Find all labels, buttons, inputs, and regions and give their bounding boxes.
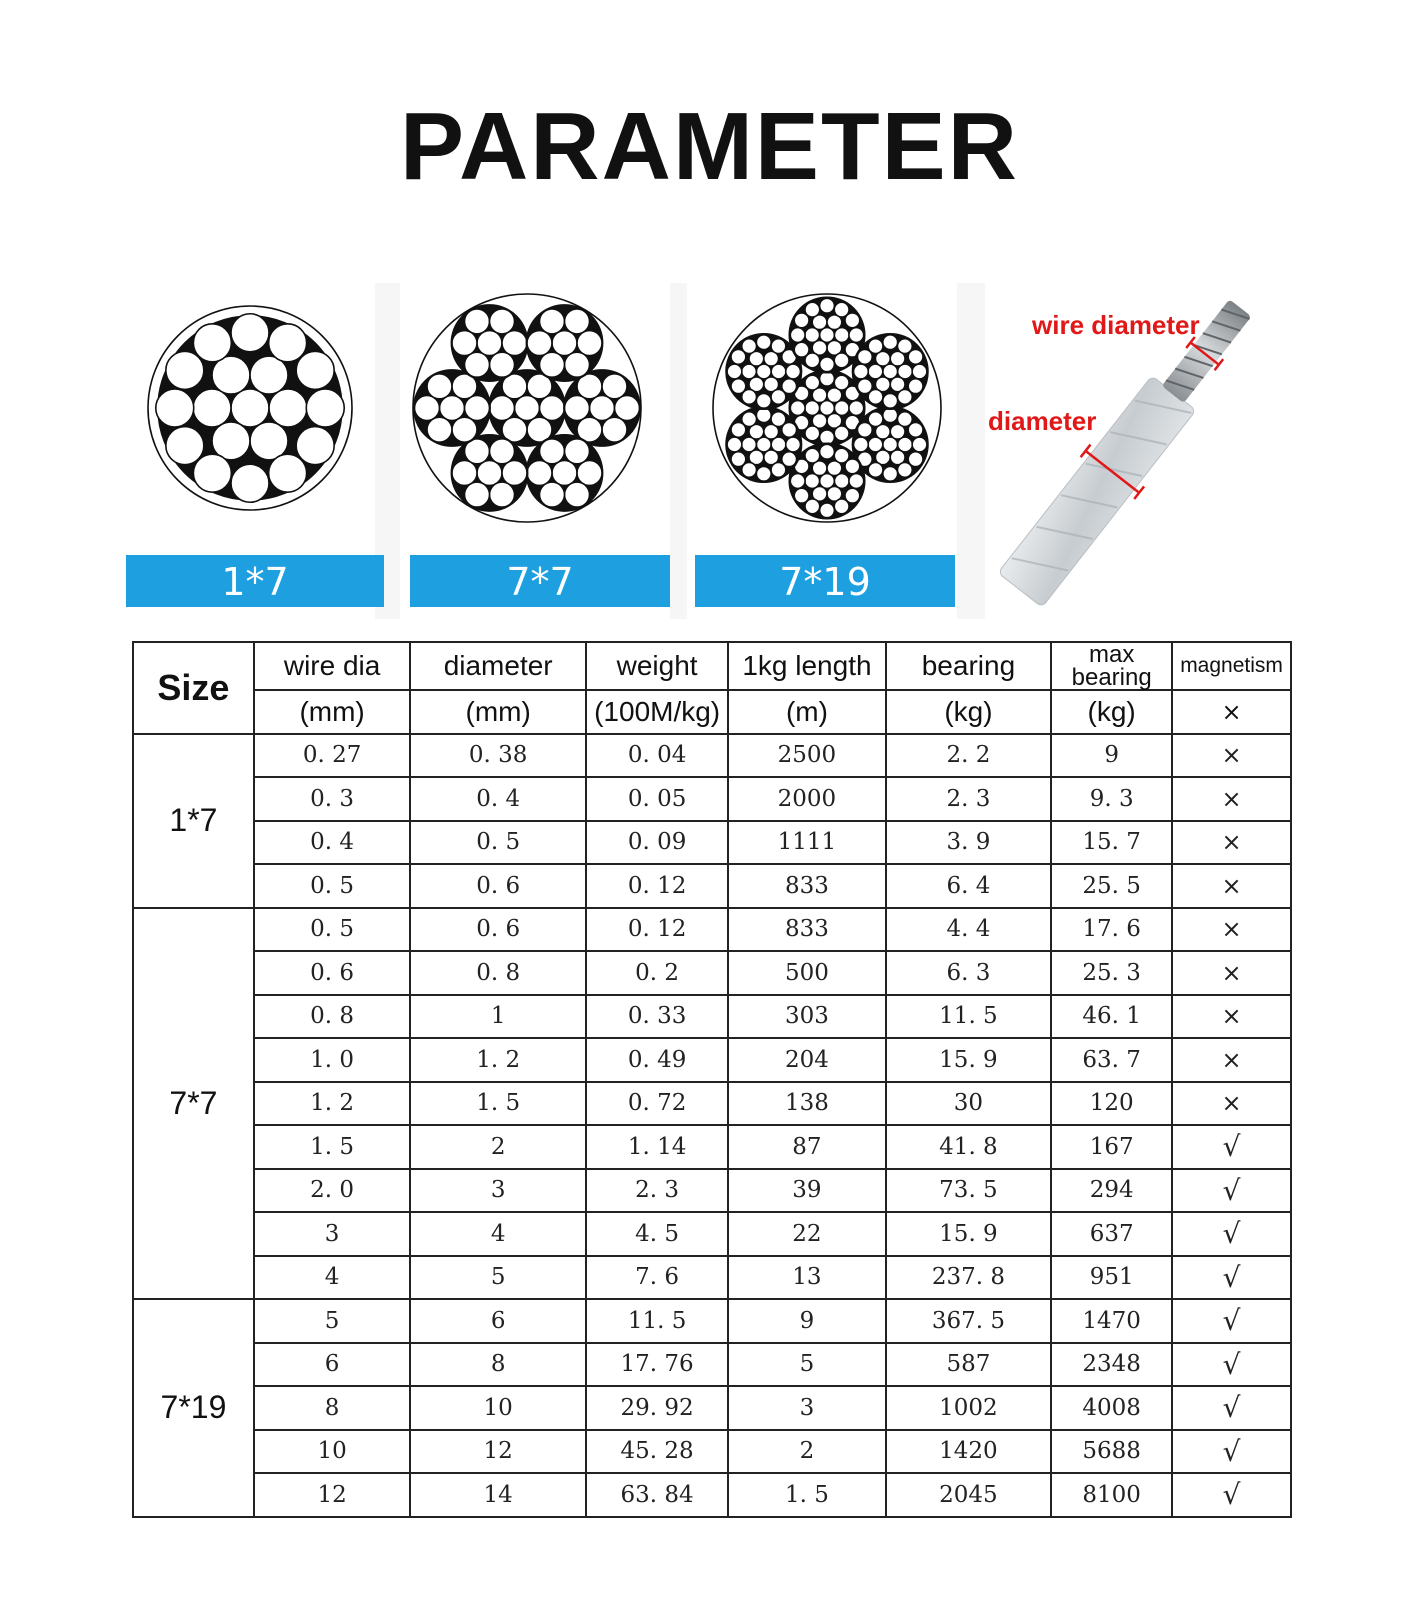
wire <box>908 422 923 437</box>
wire <box>193 389 231 427</box>
wire <box>269 324 307 362</box>
wire <box>868 412 883 427</box>
table-cell: 11. 5 <box>586 1299 728 1343</box>
wire <box>166 427 204 465</box>
table-cell: × <box>1172 1038 1291 1082</box>
column-header: weight <box>586 642 728 690</box>
table-cell: 1. 14 <box>586 1125 728 1169</box>
wire <box>415 396 440 421</box>
wire <box>465 352 490 377</box>
wire <box>845 459 860 474</box>
wire <box>540 482 565 507</box>
strand-7x19-icon <box>687 283 957 553</box>
table-cell: 10 <box>410 1386 586 1430</box>
table-cell: 9. 3 <box>1051 777 1172 821</box>
table-cell: 0. 4 <box>410 777 586 821</box>
column-header: wire dia <box>254 642 410 690</box>
wire <box>742 412 757 427</box>
table-cell: 17. 6 <box>1051 908 1172 952</box>
table-cell: 367. 5 <box>886 1299 1052 1343</box>
unit-row <box>133 690 1291 734</box>
wire <box>502 331 527 356</box>
table-cell: 25. 5 <box>1051 864 1172 908</box>
table-cell: 1. 5 <box>728 1473 885 1517</box>
strand-card-7x19 <box>687 283 957 619</box>
table-cell: 1111 <box>728 821 885 865</box>
table-cell: √ <box>1172 1343 1291 1387</box>
table-cell: 0. 49 <box>586 1038 728 1082</box>
wire <box>897 462 912 477</box>
wire <box>615 396 640 421</box>
table-cell: 951 <box>1051 1256 1172 1300</box>
table-cell: 39 <box>728 1169 885 1213</box>
table-cell: 0. 8 <box>410 951 586 995</box>
wire <box>786 437 801 452</box>
table-cell: √ <box>1172 1473 1291 1517</box>
table-cell: × <box>1172 821 1291 865</box>
table-cell: 3. 9 <box>886 821 1052 865</box>
table-cell: 2. 2 <box>886 734 1052 778</box>
table-cell: × <box>1172 951 1291 995</box>
wire <box>820 444 835 459</box>
wire <box>854 364 869 379</box>
table-cell: 6. 3 <box>886 951 1052 995</box>
table-cell: 0. 12 <box>586 864 728 908</box>
table-cell: 2. 0 <box>254 1169 410 1213</box>
table-cell: √ <box>1172 1386 1291 1430</box>
table-cell: 29. 92 <box>586 1386 728 1430</box>
table-cell: 12 <box>410 1430 586 1474</box>
wire <box>477 331 502 356</box>
table-cell: 15. 9 <box>886 1038 1052 1082</box>
wire <box>540 309 565 334</box>
table-cell: 0. 12 <box>586 908 728 952</box>
wire <box>731 452 746 467</box>
wire <box>193 454 231 492</box>
table-cell: √ <box>1172 1125 1291 1169</box>
table-cell: 63. 7 <box>1051 1038 1172 1082</box>
wire <box>269 454 307 492</box>
column-header: magnetism <box>1172 642 1291 690</box>
table-cell: 0. 8 <box>254 995 410 1039</box>
table-cell: 0. 6 <box>410 908 586 952</box>
table-cell: 0. 3 <box>254 777 410 821</box>
table-row <box>133 951 1291 995</box>
table-cell: 6 <box>254 1343 410 1387</box>
wire <box>231 389 269 427</box>
table-row <box>133 1299 1291 1343</box>
wire <box>490 482 515 507</box>
table-row <box>133 1212 1291 1256</box>
wire <box>427 417 452 442</box>
table-cell: 45. 28 <box>586 1430 728 1474</box>
strand-label: 7*19 <box>695 555 955 607</box>
wire <box>602 417 627 442</box>
table-cell: 1420 <box>886 1430 1052 1474</box>
coated-cable-icon <box>1000 300 1330 610</box>
table-cell: × <box>1172 995 1291 1039</box>
table-cell: 12 <box>254 1473 410 1517</box>
column-header: diameter <box>410 642 586 690</box>
wire <box>790 328 805 343</box>
table-cell: 1. 2 <box>254 1082 410 1126</box>
table-row <box>133 1386 1291 1430</box>
table-cell: 1. 2 <box>410 1038 586 1082</box>
wire <box>452 417 477 442</box>
table-cell: 1. 5 <box>254 1125 410 1169</box>
table-cell: 120 <box>1051 1082 1172 1126</box>
wire <box>156 389 194 427</box>
table-cell: 87 <box>728 1125 885 1169</box>
table-cell: 1. 0 <box>254 1038 410 1082</box>
table-row <box>133 1256 1291 1300</box>
wire <box>782 422 797 437</box>
wire <box>452 331 477 356</box>
size-group-label: 1*7 <box>133 734 254 908</box>
column-header: 1kg length <box>728 642 885 690</box>
wire <box>805 448 820 463</box>
table-cell: √ <box>1172 1430 1291 1474</box>
table-cell: 833 <box>728 864 885 908</box>
wire <box>540 439 565 464</box>
wire <box>193 324 231 362</box>
table-cell: 2 <box>728 1430 885 1474</box>
table-cell: 30 <box>886 1082 1052 1126</box>
wire <box>465 482 490 507</box>
table-cell: 0. 04 <box>586 734 728 778</box>
table-cell: 0. 72 <box>586 1082 728 1126</box>
table-cell: 46. 1 <box>1051 995 1172 1039</box>
table-cell: 0. 2 <box>586 951 728 995</box>
table-cell: 833 <box>728 908 885 952</box>
table-cell: 0. 27 <box>254 734 410 778</box>
table-cell: 1470 <box>1051 1299 1172 1343</box>
wire <box>845 313 860 328</box>
table-row <box>133 908 1291 952</box>
wire <box>756 335 771 350</box>
table-row <box>133 1125 1291 1169</box>
wire <box>756 393 771 408</box>
wire <box>805 302 820 317</box>
wire <box>527 331 552 356</box>
wire-diameter-label: wire diameter <box>1032 310 1200 340</box>
wire <box>231 314 269 352</box>
table-row <box>133 1082 1291 1126</box>
table-cell: 637 <box>1051 1212 1172 1256</box>
strand-1x7-icon <box>105 283 375 553</box>
table-cell: 63. 84 <box>586 1473 728 1517</box>
wire <box>540 352 565 377</box>
table-cell: 2. 3 <box>586 1169 728 1213</box>
table-cell: 500 <box>728 951 885 995</box>
column-unit: (100M/kg) <box>586 690 728 734</box>
wire <box>790 401 805 416</box>
header-row <box>133 642 1291 690</box>
table-cell: 303 <box>728 995 885 1039</box>
table-cell: 0. 5 <box>410 821 586 865</box>
table-cell: √ <box>1172 1169 1291 1213</box>
size-group-label: 7*7 <box>133 908 254 1300</box>
wire <box>452 460 477 485</box>
strand-card-7x7 <box>400 283 670 619</box>
wire <box>820 503 835 518</box>
table-cell: 204 <box>728 1038 885 1082</box>
table-cell: 237. 8 <box>886 1256 1052 1300</box>
wire <box>577 331 602 356</box>
table-row <box>133 734 1291 778</box>
wire <box>465 396 490 421</box>
wire <box>820 298 835 313</box>
table-cell: √ <box>1172 1212 1291 1256</box>
table-cell: 2045 <box>886 1473 1052 1517</box>
wire <box>552 460 577 485</box>
table-cell: 8 <box>254 1386 410 1430</box>
wire <box>912 437 927 452</box>
column-unit: × <box>1172 690 1291 734</box>
table-cell: 13 <box>728 1256 885 1300</box>
table-cell: 0. 05 <box>586 777 728 821</box>
wire <box>269 389 307 427</box>
table-cell: 9 <box>1051 734 1172 778</box>
wire <box>602 374 627 399</box>
table-cell: 0. 09 <box>586 821 728 865</box>
wire <box>742 339 757 354</box>
size-group-label: 7*19 <box>133 1299 254 1517</box>
table-cell: 0. 5 <box>254 864 410 908</box>
table-cell: 2500 <box>728 734 885 778</box>
table-cell: 4 <box>410 1212 586 1256</box>
table-cell: √ <box>1172 1256 1291 1300</box>
table-cell: 138 <box>728 1082 885 1126</box>
wire <box>440 396 465 421</box>
strand-diagrams <box>105 283 985 619</box>
table-cell: 2 <box>410 1125 586 1169</box>
table-row <box>133 777 1291 821</box>
table-cell: × <box>1172 734 1291 778</box>
wire <box>912 364 927 379</box>
table-cell: 4. 4 <box>886 908 1052 952</box>
size-header: Size <box>133 642 254 734</box>
wire <box>849 328 864 343</box>
column-unit: (mm) <box>410 690 586 734</box>
table-cell: 0. 4 <box>254 821 410 865</box>
wire <box>490 352 515 377</box>
wire <box>477 460 502 485</box>
wire <box>296 351 334 389</box>
wire <box>465 309 490 334</box>
table-cell: 25. 3 <box>1051 951 1172 995</box>
parameter-table <box>132 641 1292 1518</box>
table-cell: 0. 6 <box>254 951 410 995</box>
table-cell: 17. 76 <box>586 1343 728 1387</box>
wire <box>857 379 872 394</box>
table-cell: 8 <box>410 1343 586 1387</box>
wire <box>868 339 883 354</box>
table-cell: 7. 6 <box>586 1256 728 1300</box>
table-cell: 0. 38 <box>410 734 586 778</box>
table-cell: 3 <box>410 1169 586 1213</box>
table-cell: 41. 8 <box>886 1125 1052 1169</box>
page-title: PARAMETER <box>400 93 1019 200</box>
table-cell: 167 <box>1051 1125 1172 1169</box>
table-cell: 4008 <box>1051 1386 1172 1430</box>
table-cell: √ <box>1172 1299 1291 1343</box>
table-cell: 22 <box>728 1212 885 1256</box>
wire <box>786 364 801 379</box>
column-unit: (kg) <box>1051 690 1172 734</box>
wire <box>790 474 805 489</box>
table-cell: 9 <box>728 1299 885 1343</box>
wire <box>515 396 540 421</box>
wire <box>727 364 742 379</box>
strand-label: 1*7 <box>126 555 384 607</box>
table-cell: 5 <box>728 1343 885 1387</box>
wire <box>590 396 615 421</box>
table-cell: 14 <box>410 1473 586 1517</box>
wire <box>834 353 849 368</box>
column-header: bearing <box>886 642 1052 690</box>
wire <box>794 342 809 357</box>
table-cell: 587 <box>886 1343 1052 1387</box>
table-row <box>133 995 1291 1039</box>
table-cell: 10 <box>254 1430 410 1474</box>
diameter-label: diameter <box>988 406 1097 436</box>
column-unit: (m) <box>728 690 885 734</box>
wire <box>296 427 334 465</box>
table-cell: × <box>1172 864 1291 908</box>
wire <box>771 462 786 477</box>
wire <box>490 309 515 334</box>
table-cell: 11. 5 <box>886 995 1052 1039</box>
table-cell: 5688 <box>1051 1430 1172 1474</box>
wire <box>805 375 820 390</box>
table-body <box>133 734 1291 1517</box>
table-cell: 0. 5 <box>254 908 410 952</box>
wire <box>490 439 515 464</box>
table-row <box>133 821 1291 865</box>
table-cell: 4 <box>254 1256 410 1300</box>
wire <box>854 437 869 452</box>
wire <box>727 437 742 452</box>
wire <box>231 464 269 502</box>
wire <box>883 393 898 408</box>
wire <box>540 396 565 421</box>
table-row <box>133 864 1291 908</box>
column-unit: (kg) <box>886 690 1052 734</box>
wire <box>565 482 590 507</box>
wire <box>849 401 864 416</box>
table-cell: 15. 9 <box>886 1212 1052 1256</box>
wire <box>834 499 849 514</box>
wire <box>908 349 923 364</box>
table-cell: 1002 <box>886 1386 1052 1430</box>
wire <box>527 460 552 485</box>
strand-card-1x7 <box>105 283 375 619</box>
table-cell: 8100 <box>1051 1473 1172 1517</box>
table-cell: 5 <box>410 1256 586 1300</box>
table-cell: 1 <box>410 995 586 1039</box>
wire <box>577 460 602 485</box>
wire <box>166 351 204 389</box>
strand-label: 7*7 <box>410 555 670 607</box>
table-cell: 6. 4 <box>886 864 1052 908</box>
column-unit: (mm) <box>254 690 410 734</box>
wire <box>756 466 771 481</box>
wire <box>552 331 577 356</box>
table-cell: 2000 <box>728 777 885 821</box>
table-cell: × <box>1172 1082 1291 1126</box>
strand-7x7-icon <box>400 283 670 553</box>
wire <box>897 389 912 404</box>
wire <box>306 389 344 427</box>
wire <box>849 474 864 489</box>
table-cell: 73. 5 <box>886 1169 1052 1213</box>
table-row <box>133 1038 1291 1082</box>
wire <box>565 396 590 421</box>
wire <box>731 379 746 394</box>
table-cell: 294 <box>1051 1169 1172 1213</box>
table-cell: 0. 6 <box>410 864 586 908</box>
wire <box>565 309 590 334</box>
wire <box>794 488 809 503</box>
table-cell: 15. 7 <box>1051 821 1172 865</box>
wire <box>565 439 590 464</box>
table-cell: 2348 <box>1051 1343 1172 1387</box>
table-row <box>133 1430 1291 1474</box>
table-row <box>133 1169 1291 1213</box>
wire <box>834 426 849 441</box>
wire <box>883 466 898 481</box>
table-cell: × <box>1172 908 1291 952</box>
table-cell: × <box>1172 777 1291 821</box>
cable-illustration <box>988 300 1330 610</box>
wire <box>883 335 898 350</box>
table-cell: 4. 5 <box>586 1212 728 1256</box>
wire <box>820 357 835 372</box>
table-row <box>133 1343 1291 1387</box>
table-cell: 0. 33 <box>586 995 728 1039</box>
table-cell: 2. 3 <box>886 777 1052 821</box>
table-cell: 3 <box>254 1212 410 1256</box>
wire <box>490 396 515 421</box>
wire <box>565 352 590 377</box>
table-cell: 1. 5 <box>410 1082 586 1126</box>
table-row <box>133 1473 1291 1517</box>
wire <box>771 389 786 404</box>
table-cell: 5 <box>254 1299 410 1343</box>
wire <box>427 374 452 399</box>
table-cell: 6 <box>410 1299 586 1343</box>
wire <box>502 460 527 485</box>
table-cell: 3 <box>728 1386 885 1430</box>
column-header: max bearing <box>1051 642 1172 690</box>
